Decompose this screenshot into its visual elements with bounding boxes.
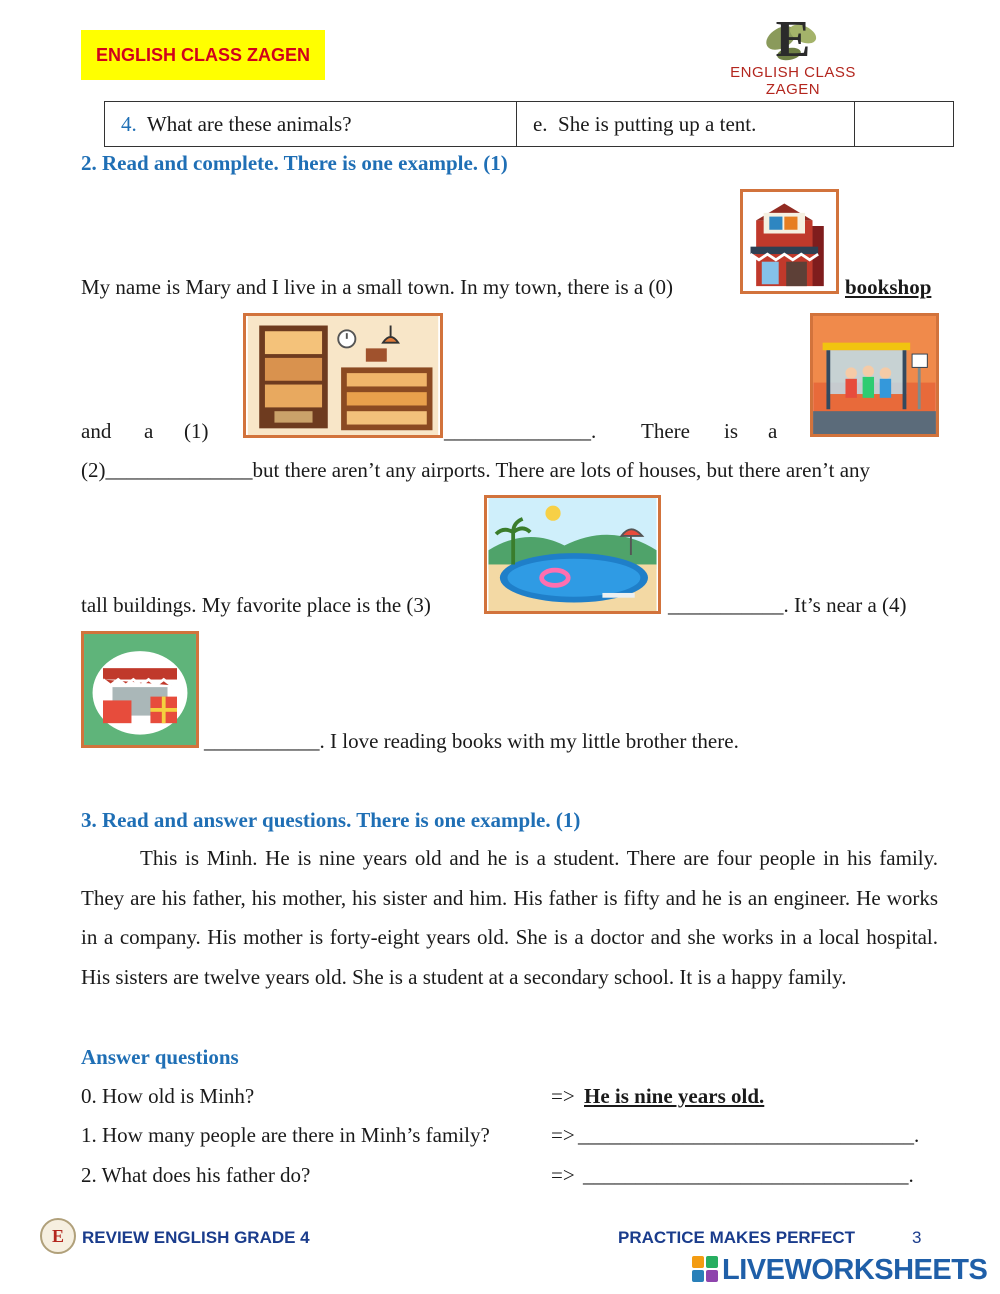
gift-shop-picture	[81, 631, 199, 748]
answer-1-blank[interactable]: ________________________________.	[578, 1123, 920, 1147]
section2-line2-and: and	[81, 419, 112, 443]
liveworksheets-text: LIVEWORKSHEETS	[722, 1253, 988, 1286]
bus-stop-picture	[810, 313, 939, 437]
header-badge-text: ENGLISH CLASS ZAGEN	[95, 44, 310, 65]
section3-passage: This is Minh. He is nine years old and he is a student. There are four people in his family. They are his father, his mother, his sister and him. His father is fifty and he is an engineer. He works in a company. His mother is forty-eight years old. She is a doctor and she works in a local hospital. His sisters are twelve years old. She is a student at a secondary school. It is a happy family.	[81, 846, 938, 989]
question-number: 4.	[121, 111, 137, 136]
section2-title: 2. Read and complete. There is one example. (1)	[81, 151, 508, 175]
answer-cell	[516, 102, 854, 147]
header-badge	[81, 30, 325, 80]
table-row	[105, 102, 954, 147]
section2-line1: My name is Mary and I live in a small town. In my town, there is a (0)	[81, 275, 673, 299]
arrow-1: =>	[551, 1123, 575, 1147]
blank-1[interactable]: ______________.	[444, 419, 597, 443]
question-text: What are these animals?	[146, 111, 352, 136]
section2-line4-a: tall buildings. My favorite place is the (3)	[81, 593, 431, 617]
section2-line4-b[interactable]: ___________. It’s near a (4)	[668, 593, 907, 617]
section2-line2-a2: a	[768, 419, 778, 443]
answer-questions-heading: Answer questions	[81, 1045, 239, 1069]
section2-line2-a: a	[144, 419, 154, 443]
answer-letter: e.	[532, 111, 548, 136]
answer-2-blank[interactable]: _______________________________.	[583, 1163, 914, 1187]
question-2: 2. What does his father do?	[81, 1163, 311, 1187]
footer-logo-icon	[40, 1218, 76, 1254]
logo-leaf-icon	[753, 8, 833, 66]
bakery-icon	[246, 316, 440, 435]
liveworksheets-brand[interactable]	[692, 1255, 987, 1285]
liveworksheets-logo-icon	[692, 1256, 720, 1284]
bookshop-picture	[740, 189, 839, 294]
page-number: 3	[912, 1228, 922, 1247]
footer-left: REVIEW ENGLISH GRADE 4	[82, 1228, 310, 1247]
example-answer: bookshop	[845, 275, 932, 299]
section3-title: 3. Read and answer questions. There is one example. (1)	[81, 808, 581, 832]
logo-letter: E	[775, 11, 811, 66]
section2-line2-num: (1)	[184, 419, 209, 443]
question-0: 0. How old is Minh?	[81, 1084, 255, 1108]
top-table	[104, 101, 954, 147]
match-blank-cell[interactable]	[854, 102, 953, 147]
section2-line2-is: is	[724, 419, 739, 443]
footer-logo-letter: E	[51, 1225, 64, 1246]
swimming-pool-icon	[487, 498, 658, 611]
logo	[708, 8, 878, 98]
bus-stop-icon	[813, 316, 936, 434]
section2-line3: (2)______________but there aren’t any airports. There are lots of houses, but there aren’t any	[81, 458, 871, 482]
bakery-picture	[243, 313, 443, 438]
answer-text: She is putting up a tent.	[558, 111, 757, 136]
logo-text: ENGLISH CLASS ZAGEN	[730, 64, 856, 98]
question-1: 1. How many people are there in Minh’s family?	[81, 1123, 490, 1147]
answer-0: He is nine years old.	[584, 1084, 765, 1108]
arrow-0: =>	[551, 1084, 575, 1108]
section2-line2-there: There	[641, 419, 690, 443]
gift-shop-icon	[84, 634, 196, 745]
section2-line5: ___________. I love reading books with my little brother there.	[204, 729, 739, 753]
bookshop-icon	[743, 192, 836, 291]
arrow-2: =>	[551, 1163, 575, 1187]
question-cell	[105, 102, 517, 147]
swimming-pool-picture	[484, 495, 661, 614]
footer-right: PRACTICE MAKES PERFECT	[618, 1228, 856, 1247]
